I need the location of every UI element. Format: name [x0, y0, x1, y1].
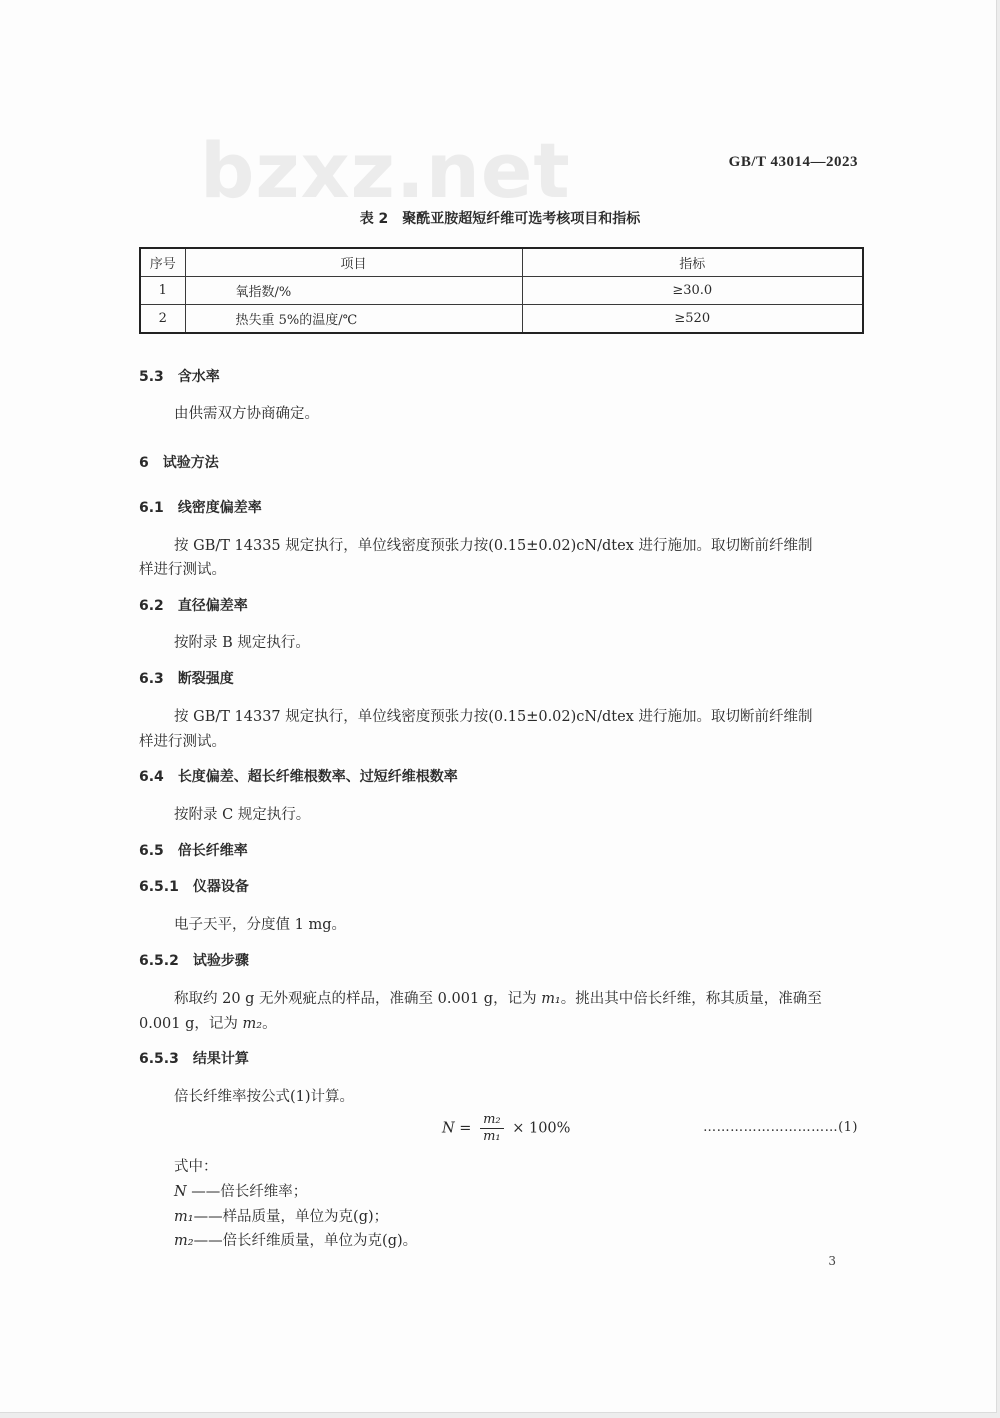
table-cell: ≥520	[522, 305, 863, 334]
text-span: 。挑出其中倍长纤维，称其质量，准确至	[560, 991, 822, 1007]
section-number: 6.5.1	[139, 879, 179, 895]
where-item	[174, 1180, 307, 1201]
section-title: 含水率	[177, 369, 220, 385]
paragraph: 按附录 C 规定执行。	[174, 807, 311, 823]
spec-table	[139, 247, 864, 334]
formula-denominator: m₁	[483, 1129, 501, 1144]
section-title: 断裂强度	[177, 671, 234, 687]
page-number: 3	[828, 1254, 836, 1268]
section-number: 6.5.2	[139, 953, 179, 969]
section-number: 6	[139, 455, 149, 471]
formula-equals: =	[459, 1120, 472, 1137]
variable-m1: m₁	[541, 991, 561, 1007]
where-symbol: m₁	[174, 1209, 194, 1225]
table-header-cell: 指标	[522, 248, 863, 277]
table-cell: 1	[140, 277, 185, 305]
paragraph: 倍长纤维率按公式(1)计算。	[174, 1089, 355, 1105]
text-span: 称取约 20 g 无外观疵点的样品，准确至 0.001 g，记为	[174, 991, 542, 1007]
where-item	[174, 1229, 417, 1250]
where-label: 式中：	[174, 1159, 218, 1175]
paragraph-line: 样进行测试。	[139, 734, 226, 750]
section-heading	[139, 366, 220, 386]
section-title: 试验步骤	[192, 953, 249, 969]
section-title: 直径偏差率	[177, 598, 248, 614]
section-title: 倍长纤维率	[177, 843, 248, 859]
section-number: 6.5.3	[139, 1051, 179, 1067]
paragraph-line	[174, 987, 822, 1008]
where-item	[174, 1205, 388, 1226]
section-title: 仪器设备	[192, 879, 249, 895]
where-description: ——倍长纤维质量，单位为克(g)。	[193, 1233, 418, 1249]
paragraph-line	[139, 1012, 277, 1033]
table-cell: ≥30.0	[522, 277, 863, 305]
section-title: 长度偏差、超长纤维根数率、过短纤维根数率	[177, 769, 458, 785]
section-heading	[139, 840, 248, 860]
section-title: 结果计算	[192, 1051, 249, 1067]
table-row	[140, 277, 863, 305]
table-row	[140, 305, 863, 334]
formula	[442, 1112, 570, 1152]
where-symbol: N	[174, 1184, 187, 1200]
formula-numerator: m₂	[480, 1112, 504, 1129]
section-heading	[139, 452, 219, 472]
section-title: 线密度偏差率	[177, 500, 262, 516]
paragraph-line: 按 GB/T 14335 规定执行，单位线密度预张力按(0.15±0.02)cN/dtex 进行施加。取切断前纤维制	[174, 538, 813, 554]
section-title: 试验方法	[162, 455, 219, 471]
section-heading	[139, 595, 248, 615]
table-header-cell: 序号	[140, 248, 185, 277]
table-cell: 2	[140, 305, 185, 334]
document-code: GB/T 43014—2023	[728, 154, 858, 170]
formula-fraction	[480, 1112, 504, 1145]
paragraph-line: 样进行测试。	[139, 562, 226, 578]
section-number: 6.1	[139, 500, 164, 516]
paragraph: 按附录 B 规定执行。	[174, 635, 310, 651]
section-number: 5.3	[139, 369, 164, 385]
table-title: 表 2 聚酰亚胺超短纤维可选考核项目和指标	[359, 211, 641, 227]
equation-number: …………………………(1)	[703, 1120, 858, 1135]
table-cell: 热失重 5%的温度/℃	[185, 305, 522, 334]
table-header-cell: 项目	[185, 248, 522, 277]
where-description: ——倍长纤维率；	[186, 1184, 308, 1200]
section-heading	[139, 766, 458, 786]
section-number: 6.5	[139, 843, 164, 859]
section-heading	[139, 950, 249, 970]
paragraph-line: 按 GB/T 14337 规定执行，单位线密度预张力按(0.15±0.02)cN/dtex 进行施加。取切断前纤维制	[174, 709, 813, 725]
section-heading	[139, 876, 249, 896]
text-span: 0.001 g，记为	[139, 1016, 243, 1032]
watermark: bzxz.net	[200, 126, 571, 215]
variable-m2: m₂	[242, 1016, 263, 1032]
section-number: 6.2	[139, 598, 164, 614]
where-symbol: m₂	[174, 1233, 194, 1249]
formula-rhs: × 100%	[512, 1120, 571, 1137]
paragraph: 由供需双方协商确定。	[174, 406, 319, 422]
section-heading	[139, 497, 262, 517]
table-header-row	[140, 248, 863, 277]
formula-lhs: N	[442, 1120, 455, 1137]
text-span: 。	[262, 1016, 277, 1032]
section-number: 6.4	[139, 769, 164, 785]
where-description: ——样品质量，单位为克(g)；	[193, 1209, 389, 1225]
table-cell: 氧指数/%	[185, 277, 522, 305]
section-heading	[139, 668, 234, 688]
section-number: 6.3	[139, 671, 164, 687]
section-heading	[139, 1048, 249, 1068]
paragraph: 电子天平，分度值 1 mg。	[174, 917, 346, 933]
